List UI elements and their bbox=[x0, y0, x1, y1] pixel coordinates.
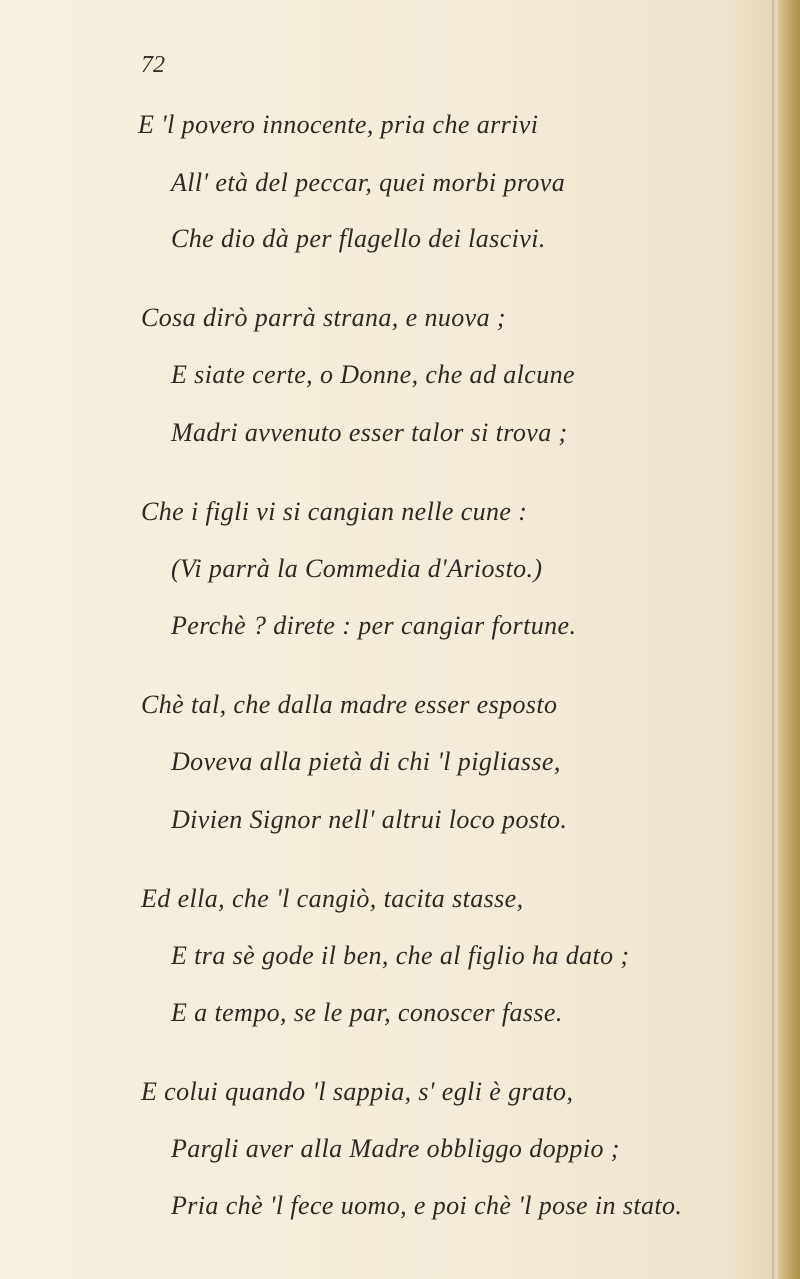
poem-line: All' età del peccar, quei morbi prova bbox=[171, 168, 566, 197]
poem-line: E tra sè gode il ben, che al figlio ha dato ; bbox=[171, 941, 630, 970]
poem-line: Divien Signor nell' altrui loco posto. bbox=[171, 805, 568, 834]
poem-line: Pargli aver alla Madre obbliggo doppio ; bbox=[171, 1134, 620, 1163]
poem-line: Ed ella, che 'l cangiò, tacita stasse, bbox=[141, 884, 524, 913]
poem-line: E colui quando 'l sappia, s' egli è grato, bbox=[141, 1077, 574, 1106]
poem-line: (Vi parrà la Commedia d'Ariosto.) bbox=[171, 554, 543, 583]
page-binding-line bbox=[772, 0, 774, 1279]
poem-line: Madri avvenuto esser talor si trova ; bbox=[171, 418, 568, 447]
page-number: 72 bbox=[141, 52, 165, 78]
poem-line: E siate certe, o Donne, che ad alcune bbox=[171, 360, 575, 389]
poem-line: E 'l povero innocente, pria che arrivi bbox=[138, 110, 539, 139]
poem-line: Chè tal, che dalla madre esser esposto bbox=[141, 690, 558, 719]
poem-line: Doveva alla pietà di chi 'l pigliasse, bbox=[171, 747, 561, 776]
poem-line: Che i figli vi si cangian nelle cune : bbox=[141, 497, 528, 526]
poem-line: Perchè ? direte : per cangiar fortune. bbox=[171, 611, 577, 640]
poem-line: Pria chè 'l fece uomo, e poi chè 'l pose in stato. bbox=[171, 1191, 683, 1220]
poem-line: Cosa dirò parrà strana, e nuova ; bbox=[141, 303, 506, 332]
page-binding-edge bbox=[778, 0, 800, 1279]
poem-line: E a tempo, se le par, conoscer fasse. bbox=[171, 998, 563, 1027]
poem-line: Che dio dà per flagello dei lascivi. bbox=[171, 224, 546, 253]
